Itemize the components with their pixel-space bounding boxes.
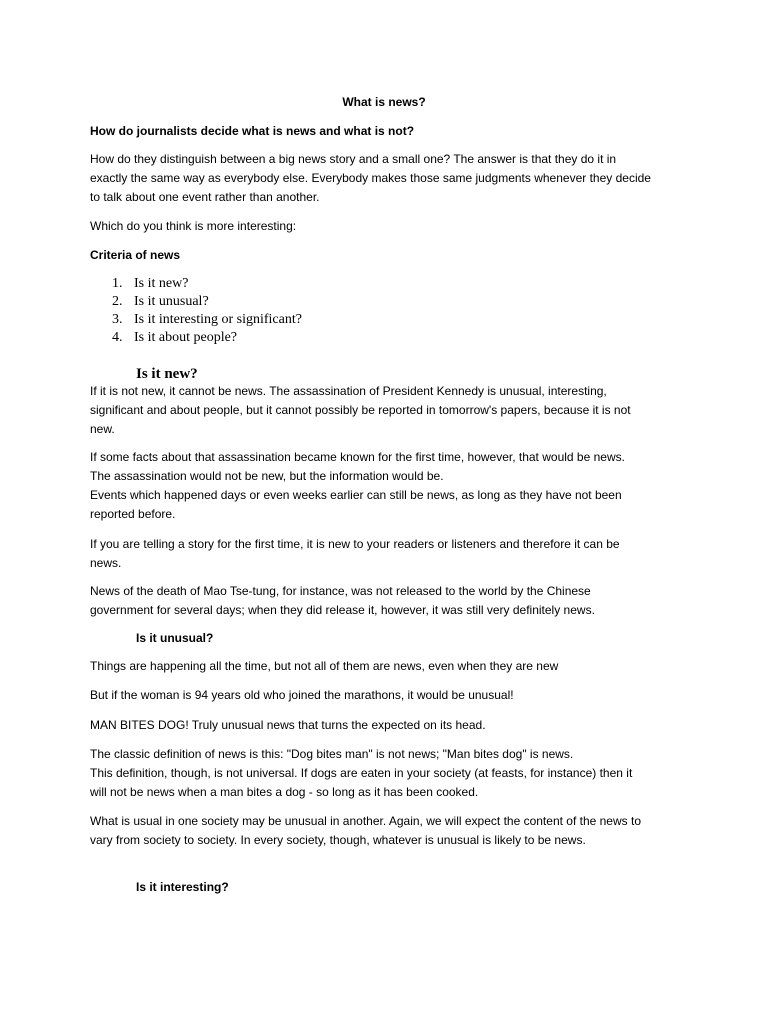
new-paragraph-4 (90, 582, 690, 620)
text-line: If it is not new, it cannot be news. The assassination of President Kennedy is unusual, interesting, (90, 384, 607, 398)
text-line: How do they distinguish between a big news story and a small one? The answer is that they do it in (90, 152, 617, 166)
text-line: government for several days; when they did release it, however, it was still very definitely news. (90, 603, 595, 617)
text-line: to talk about one event rather than another. (90, 190, 320, 204)
page-title: What is news? (342, 95, 426, 109)
new-paragraph-2 (90, 448, 690, 524)
list-text: Is it new? (134, 276, 189, 291)
text-line: News of the death of Mao Tse-tung, for instance, was not released to the world by the Chinese (90, 584, 591, 598)
list-text: Is it interesting or significant? (134, 312, 302, 327)
which-text: Which do you think is more interesting: (90, 219, 297, 233)
text-line: If you are telling a story for the first time, it is new to your readers or listeners and therefore it can be (90, 537, 620, 551)
text-line: Events which happened days or even weeks earlier can still be news, as long as they have not been (90, 488, 622, 502)
new-paragraph-3 (90, 535, 690, 573)
new-paragraph-1 (90, 382, 690, 439)
section-heading-interesting: Is it interesting? (136, 880, 229, 894)
text-line: The assassination would not be new, but the information would be. (90, 469, 444, 483)
text-line: If some facts about that assassination became known for the first time, however, that would be news. (90, 450, 625, 464)
list-number: 2. (112, 294, 123, 309)
list-text: Is it unusual? (134, 294, 209, 309)
section-heading-unusual: Is it unusual? (136, 631, 214, 645)
unusual-paragraph-3: MAN BITES DOG! Truly unusual news that turns the expected on its head. (90, 718, 486, 732)
criteria-list-item (112, 293, 209, 311)
text-line: new. (90, 422, 115, 436)
criteria-list-item (112, 311, 302, 329)
question-heading: How do journalists decide what is news and what is not? (90, 124, 415, 138)
text-line: This definition, though, is not universal. If dogs are eaten in your society (at feasts, for instance) then it (90, 766, 633, 780)
criteria-heading: Criteria of news (90, 248, 181, 262)
list-number: 1. (112, 276, 123, 291)
section-heading-new: Is it new? (136, 366, 198, 382)
criteria-list-item (112, 329, 237, 347)
list-number: 3. (112, 312, 123, 327)
text-line: significant and about people, but it cannot possibly be reported in tomorrow's papers, because it is not (90, 403, 631, 417)
list-number: 4. (112, 330, 123, 345)
text-line: exactly the same way as everybody else. Everybody makes those same judgments whenever they decide (90, 171, 651, 185)
list-text: Is it about people? (134, 330, 238, 345)
text-line: will not be news when a man bites a dog - so long as it has been cooked. (90, 785, 479, 799)
text-line: The classic definition of news is this: "Dog bites man" is not news; "Man bites dog" is news. (90, 747, 574, 761)
text-line: What is usual in one society may be unusual in another. Again, we will expect the content of the news to (90, 814, 641, 828)
intro-paragraph (90, 150, 690, 207)
text-line: vary from society to society. In every society, though, whatever is unusual is likely to be news. (90, 833, 586, 847)
unusual-paragraph-4 (90, 745, 690, 802)
unusual-paragraph-2: But if the woman is 94 years old who joined the marathons, it would be unusual! (90, 688, 514, 702)
text-line: news. (90, 556, 122, 570)
unusual-paragraph-5 (90, 812, 690, 850)
criteria-list-item (112, 275, 188, 293)
unusual-paragraph-1: Things are happening all the time, but not all of them are news, even when they are new (90, 659, 559, 673)
text-line: reported before. (90, 507, 176, 521)
